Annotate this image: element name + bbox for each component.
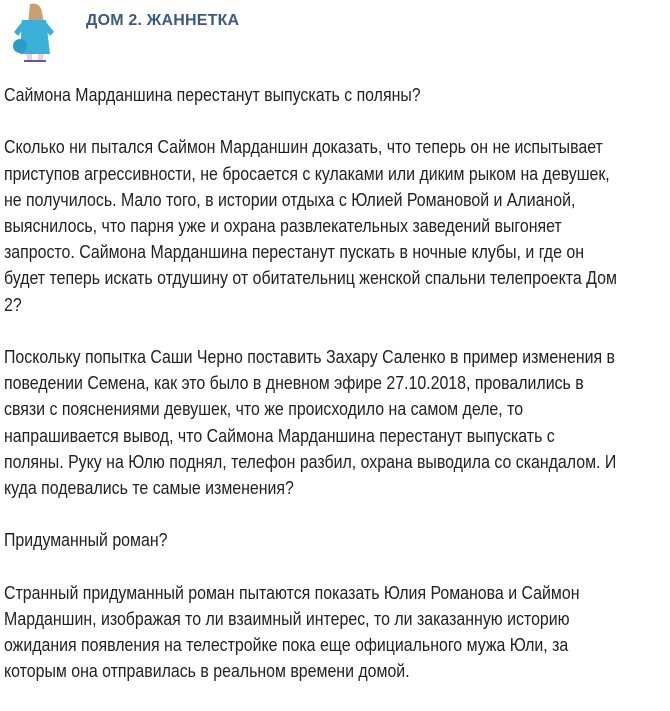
text-line: Поскольку попытка Саши Черно поставить Захару Саленко в пример изменения в xyxy=(4,346,616,367)
text-line: не получилось. Мало того, в истории отдыха с Юлией Романовой и Алианой, xyxy=(4,188,576,210)
text-line: напрашивается вывод, что Саймона Марданшина перестанут выпускать с xyxy=(4,424,555,446)
group-title[interactable]: ДОМ 2. ЖАННЕТКА xyxy=(86,12,240,29)
text-line: куда подевались те самые изменения? xyxy=(4,477,294,499)
text-line: выяснилось, что парня уже и охрана развлекательных заведений выгоняет xyxy=(4,215,562,236)
article-heading xyxy=(4,82,658,108)
text-line: запросто. Саймона Марданшина перестанут пускать в ночные клубы, и где он xyxy=(4,241,584,263)
text-line: поведении Семена, как это было в дневном эфире 27.10.2018, провалились в xyxy=(4,372,584,394)
avatar[interactable] xyxy=(6,2,62,64)
text-line: Марданшин, изображая то ли взаимный интерес, то ли заказанную историю xyxy=(4,608,570,629)
subheading xyxy=(4,527,658,553)
text-line: 2? xyxy=(4,293,22,315)
heading-line: Саймона Марданшина перестанут выпускать с поляны? xyxy=(4,84,421,105)
text-line: поляны. Руку на Юлю поднял, телефон разбил, охрана выводила со скандалом. И xyxy=(4,450,617,472)
text-line: будет теперь искать отдушину от обитательниц женской спальни телепроекта Дом xyxy=(4,267,617,289)
text-line: Странный придуманный роман пытаются показать Юлия Романова и Саймон xyxy=(4,581,580,603)
paragraph-3 xyxy=(4,580,658,685)
text-line: связи с пояснениями девушек, что же происходило на самом деле, то xyxy=(4,398,524,420)
article-body xyxy=(4,82,658,711)
text-line: ожидания появления на телестройке пока еще официального мужа Юли, за xyxy=(4,634,569,656)
avatar-image xyxy=(6,2,62,64)
paragraph-1 xyxy=(4,134,658,317)
text-line: приступов агрессивности, не бросается с кулаками или диким рыком на девушек, xyxy=(4,162,610,184)
text-line: Сколько ни пытался Саймон Марданшин доказать, что теперь он не испытывает xyxy=(4,136,603,158)
heading-line: Придуманный роман? xyxy=(4,529,168,551)
paragraph-2 xyxy=(4,344,658,501)
text-line: которым она отправилась в реальном времени домой. xyxy=(4,660,410,682)
